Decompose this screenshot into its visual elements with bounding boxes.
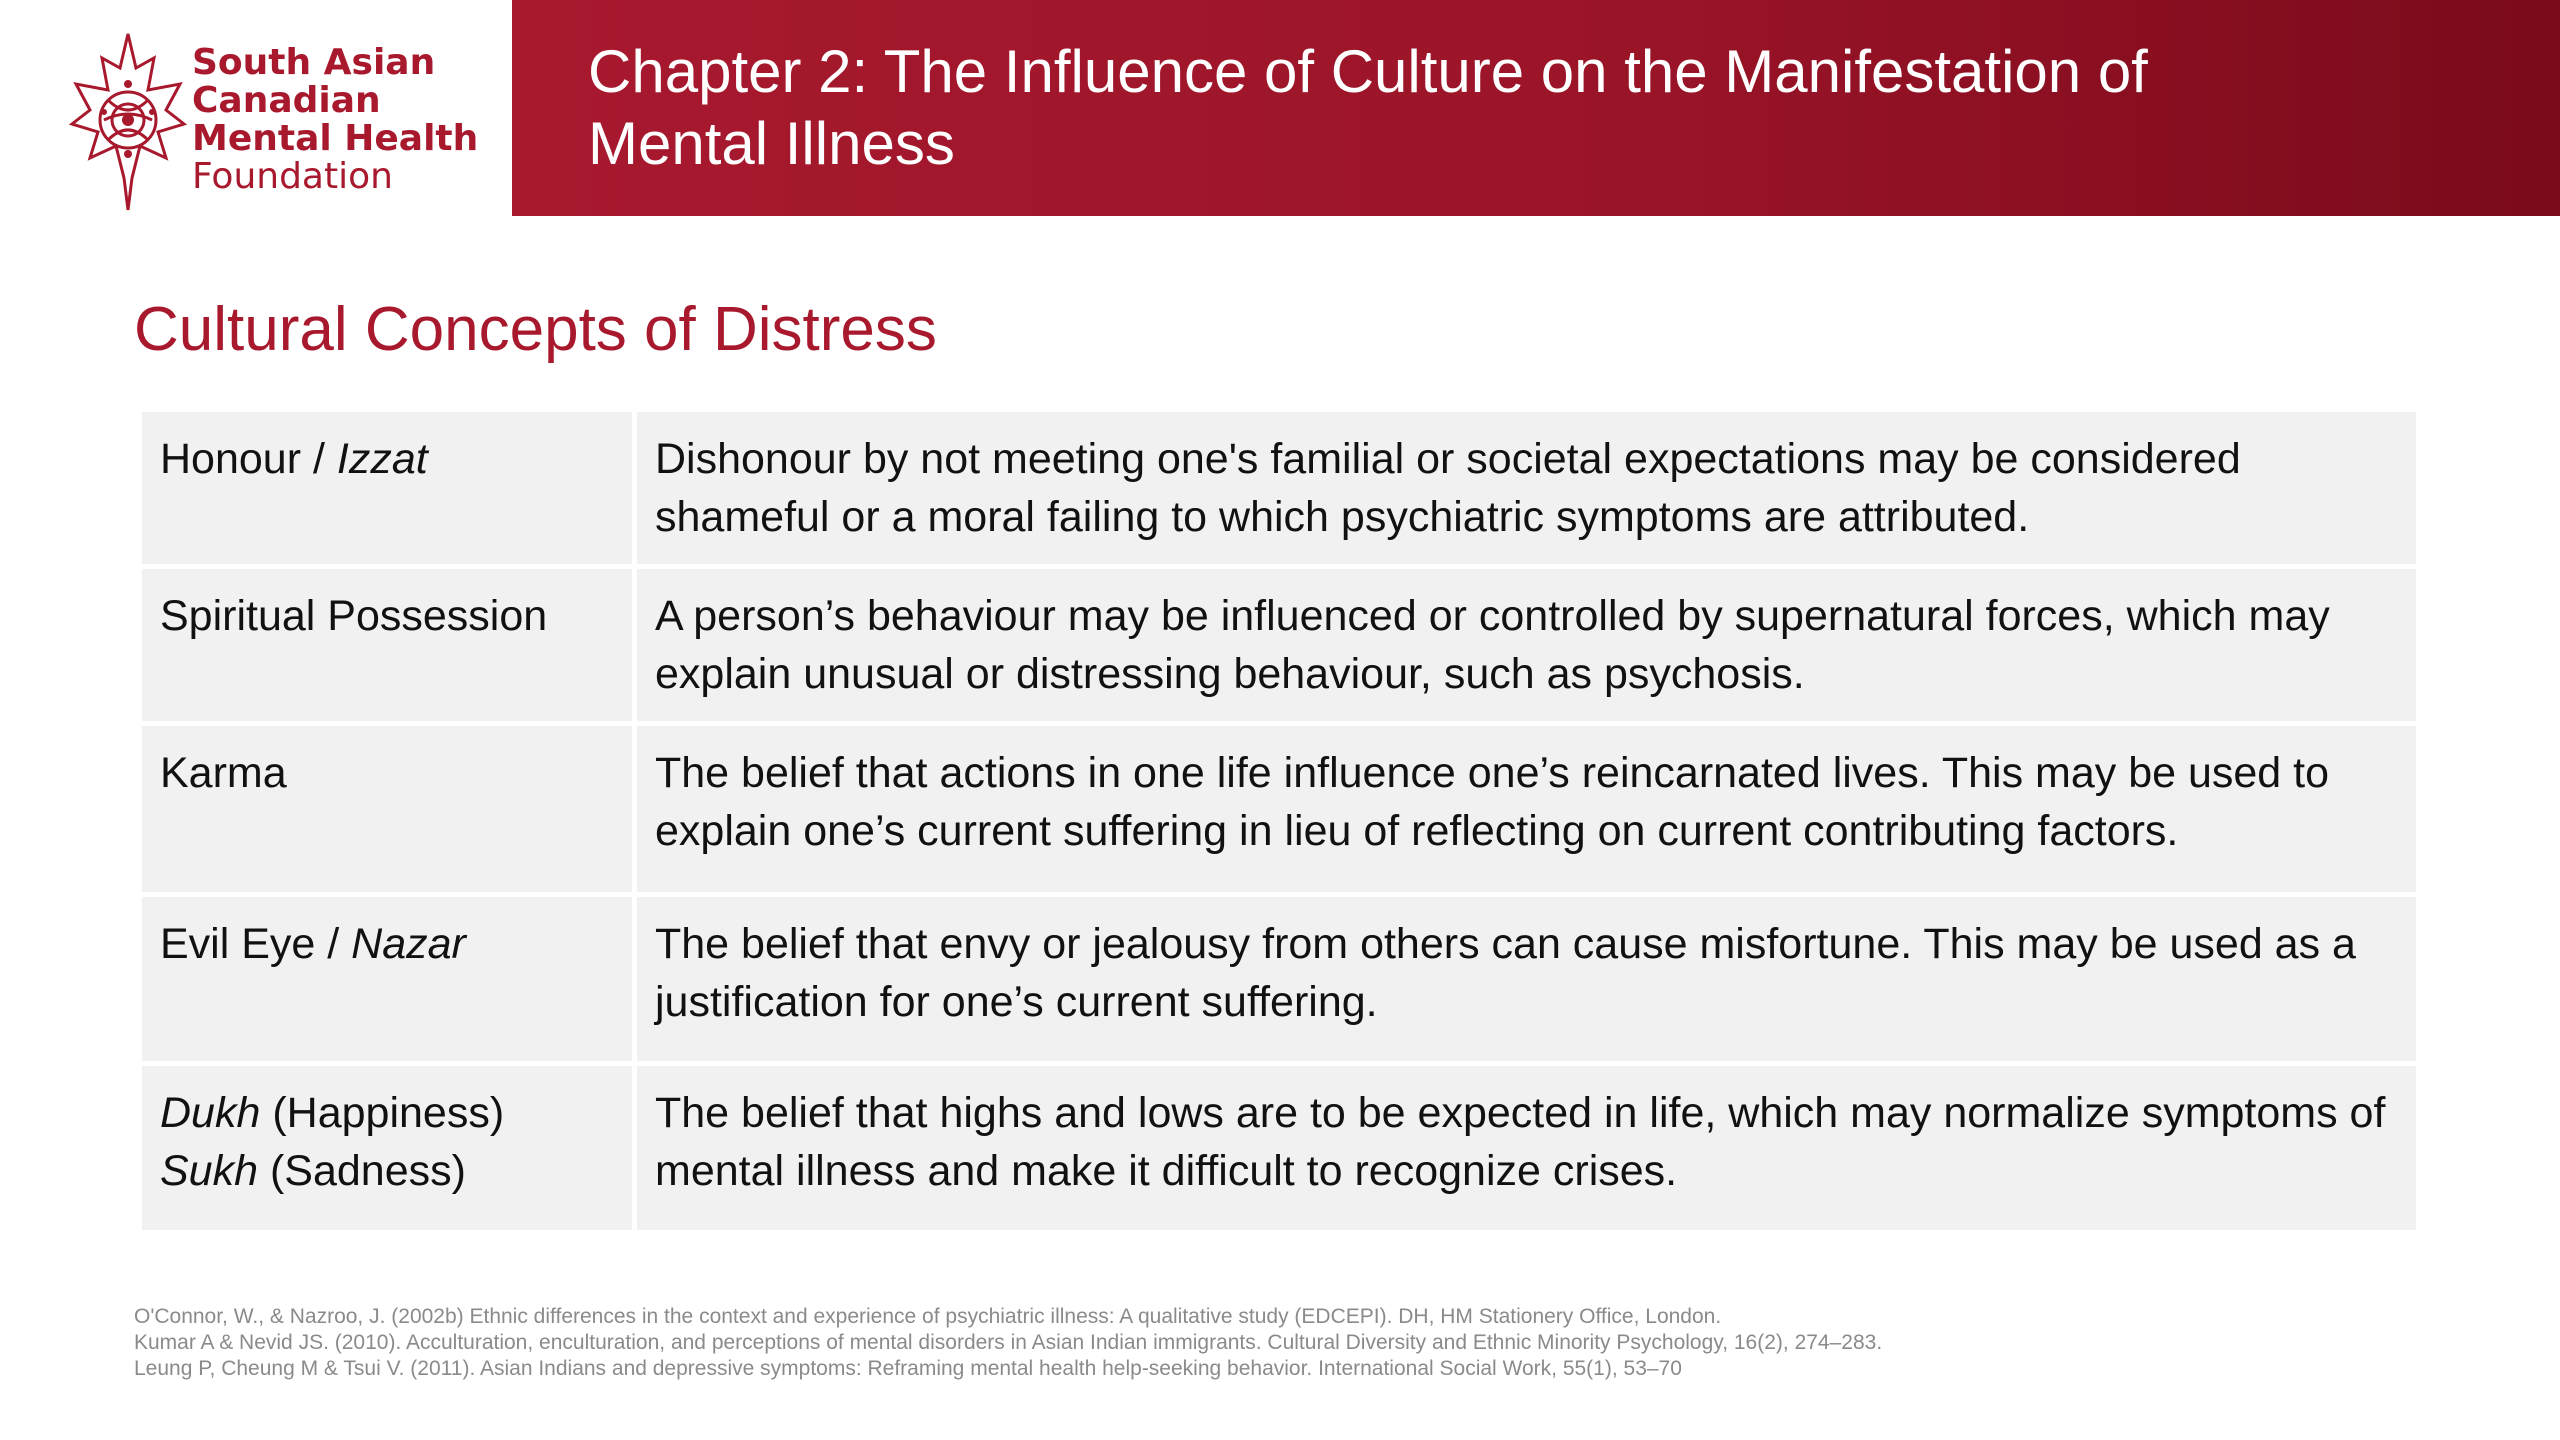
logo-line-1: South Asian xyxy=(192,42,436,83)
logo-line-3: Mental Health xyxy=(192,118,479,159)
term-italic: Nazar xyxy=(351,920,466,968)
table-row xyxy=(142,726,2416,897)
table-row xyxy=(142,1066,2416,1230)
reference-item: Kumar A & Nevid JS. (2010). Acculturation, enculturation, and perceptions of mental disorders in Asian Indian immigrants. Cultural Diversity and Ethnic Minority Psychology, 16(2), 274–283. xyxy=(134,1331,1883,1354)
term-cell xyxy=(142,412,637,569)
table-row xyxy=(142,569,2416,726)
logo-text xyxy=(192,44,478,196)
table-row xyxy=(142,897,2416,1066)
logo-line-2: Canadian xyxy=(192,80,381,121)
table-row xyxy=(142,412,2416,569)
description-cell: A person’s behaviour may be influenced or controlled by supernatural forces, which may explain unusual or distressing behaviour, such as psychosis. xyxy=(637,569,2416,726)
description-cell: The belief that envy or jealousy from others can cause misfortune. This may be used as a justification for one’s current suffering. xyxy=(637,897,2416,1066)
section-title: Cultural Concepts of Distress xyxy=(134,295,937,364)
reference-item: Leung P, Cheung M & Tsui V. (2011). Asian Indians and depressive symptoms: Reframing mental health help-seeking behavior. International Social Work, 55(1), 53–70 xyxy=(134,1357,1682,1380)
maple-leaf-mandala-icon xyxy=(68,28,188,214)
term-text: (Sadness) xyxy=(258,1147,466,1195)
term-text: Evil Eye / xyxy=(160,920,352,968)
term-text: (Happiness) xyxy=(260,1089,505,1137)
term-cell: Karma xyxy=(142,726,637,897)
chapter-title-line-1: Chapter 2: The Influence of Culture on the Manifestation of xyxy=(588,38,2148,105)
chapter-title xyxy=(588,36,2388,180)
term-text: Honour / xyxy=(160,435,337,483)
chapter-title-line-2: Mental Illness xyxy=(588,110,955,177)
term-cell xyxy=(142,897,637,1066)
references xyxy=(134,1304,2434,1382)
description-cell: The belief that actions in one life influence one’s reincarnated lives. This may be used to explain one’s current suffering in lieu of reflecting on current contributing factors. xyxy=(637,726,2416,897)
logo-line-4: Foundation xyxy=(192,156,393,197)
description-cell: Dishonour by not meeting one's familial or societal expectations may be considered shameful or a moral failing to which psychiatric symptoms are attributed. xyxy=(637,412,2416,569)
term-line-1 xyxy=(160,1084,616,1142)
logo xyxy=(0,0,512,216)
concepts-table xyxy=(142,412,2416,1230)
reference-item: O'Connor, W., & Nazroo, J. (2002b) Ethnic differences in the context and experience of psychiatric illness: A qualitative study (EDCEPI). DH, HM Stationery Office, London. xyxy=(134,1305,1722,1328)
description-cell: The belief that highs and lows are to be expected in life, which may normalize symptoms of mental illness and make it difficult to recognize crises. xyxy=(637,1066,2416,1230)
term-italic: Dukh xyxy=(160,1089,261,1137)
term-cell xyxy=(142,1066,637,1230)
term-italic: Sukh xyxy=(160,1147,259,1195)
term-italic: Izzat xyxy=(336,435,428,483)
term-line-2 xyxy=(160,1142,616,1200)
term-cell: Spiritual Possession xyxy=(142,569,637,726)
